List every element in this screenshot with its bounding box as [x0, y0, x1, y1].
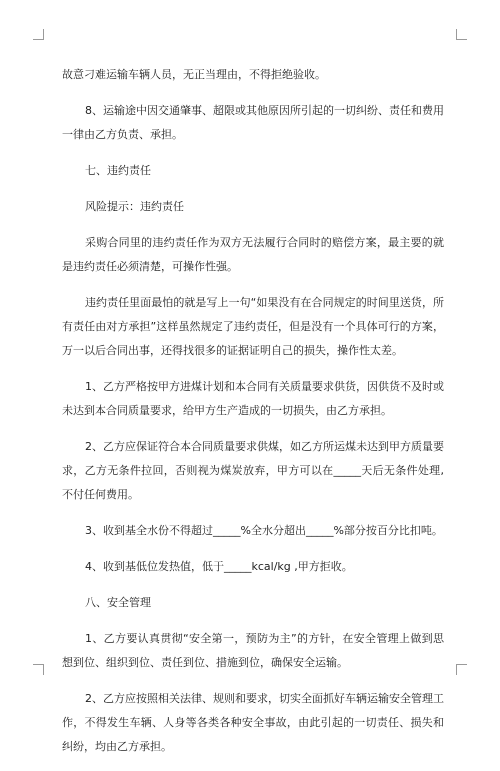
paragraph-liability-note: 违约责任里面最怕的就是写上一句“如果没有在合同规定的时间里送货，所有责任由对方承担”这样虽然规定了违约责任，但是没有一个具体可行的方案，万一以后合同出事，还得找很多的证据证明自己的损失，操作性太差。: [62, 296, 444, 357]
risk-tip: 风险提示：违约责任: [85, 200, 184, 213]
crop-mark-bottom-right: [456, 664, 467, 675]
paragraph-continuation: 故意刁难运输车辆人员，无正当理由，不得拒绝验收。: [62, 68, 326, 81]
paragraph-liability-1: 1、乙方严格按甲方进煤计划和本合同有关质量要求供货，因供货不及时或未达到本合同质量要求，给甲方生产造成的一切损失，由乙方承担。: [62, 380, 444, 417]
crop-mark-top-left: [33, 29, 44, 40]
crop-mark-top-right: [456, 29, 467, 40]
paragraph-liability-4: 4、收到基低位发热值，低于_____kcal/kg ,甲方拒收。: [85, 560, 353, 573]
paragraph-liability-intro: 采购合同里的违约责任作为双方无法履行合同时的赔偿方案，最主要的就是违约责任必须清楚，可操作性强。: [62, 236, 444, 273]
paragraph-safety-2: 2、乙方应按照相关法律、规则和要求，切实全面抓好车辆运输安全管理工作，不得发生车辆、人身等各类各种安全事故，由此引起的一切责任、损失和纠纷，均由乙方承担。: [62, 692, 444, 753]
section-heading-safety: 八、安全管理: [85, 596, 151, 609]
paragraph-clause-8: 8、运输途中因交通肇事、超限或其他原因所引起的一切纠纷、责任和费用一律由乙方负责、承担。: [62, 104, 444, 141]
paragraph-liability-2: 2、乙方应保证符合本合同质量要求供煤，如乙方所运煤未达到甲方质量要求，乙方无条件拉回，否则视为煤炭放弃，甲方可以在_____天后无条件处理,不付任何费用。: [62, 440, 444, 501]
paragraph-safety-1: 1、乙方要认真贯彻“安全第一，预防为主”的方针，在安全管理上做到思想到位、组织到位、责任到位、措施到位，确保安全运输。: [62, 632, 444, 669]
section-heading-liability: 七、违约责任: [85, 164, 151, 177]
document-body: [62, 63, 444, 771]
paragraph-liability-3: 3、收到基全水份不得超过_____%全水分超出_____%部分按百分比扣吨。: [85, 524, 443, 537]
crop-mark-bottom-left: [33, 664, 44, 675]
